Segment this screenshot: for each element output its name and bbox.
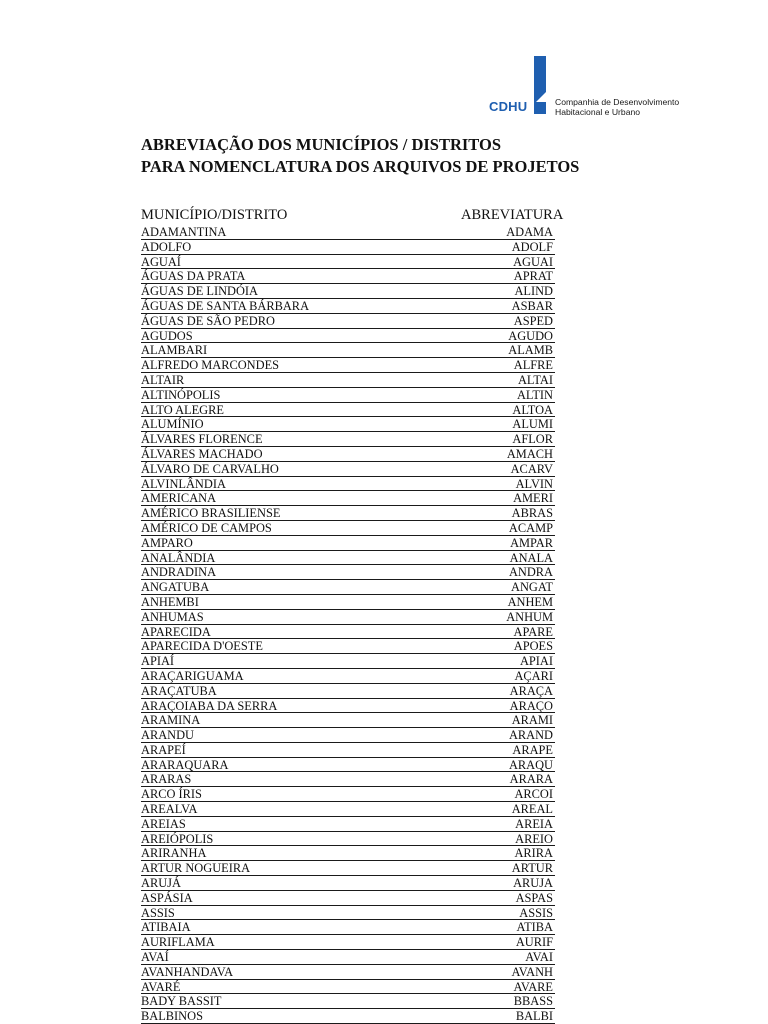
municipio-abbreviation: ALTOA [512,402,553,417]
table-row [141,669,555,684]
table-row [141,240,555,255]
column-header-municipio: MUNICÍPIO/DISTRITO [141,207,288,223]
municipio-abbreviation: BALBI [515,1009,553,1024]
municipio-name: ALUMÍNIO [141,417,204,432]
table-row [141,447,555,462]
municipio-abbreviation: ALFRE [513,358,553,373]
municipio-abbreviation: ASPED [513,313,553,328]
table-row [141,758,555,773]
municipio-name: ÁLVARES FLORENCE [141,432,263,447]
document-title [141,134,579,178]
municipio-abbreviation: ARAMI [511,713,553,728]
table-row [141,832,555,847]
table-row [141,284,555,299]
municipio-abbreviation: APIAI [519,654,553,669]
municipio-name: ARANDU [141,728,195,743]
municipio-abbreviation: AGUAI [513,254,553,269]
municipio-abbreviation: APRAT [513,269,553,284]
table-row [141,625,555,640]
municipio-abbreviation: APOES [513,639,553,654]
municipio-name: ANGATUBA [141,580,210,595]
municipio-name: ASSIS [141,905,175,920]
municipio-abbreviation: AURIF [515,935,553,950]
municipio-abbreviation: ASBAR [511,298,553,313]
municipio-name: ÁLVARES MACHADO [141,446,263,461]
municipio-abbreviation: ARARA [509,772,553,787]
municipio-abbreviation: ABRAS [511,506,553,521]
municipio-abbreviation: AVAI [525,950,553,965]
municipio-name: ALTAIR [141,372,185,387]
municipio-abbreviation: ALTAI [517,372,553,387]
municipio-name: ARAMINA [141,713,201,728]
municipio-abbreviation: ANHUM [506,609,553,624]
table-row [141,920,555,935]
municipio-name: ARUJÁ [141,876,181,891]
table-row [141,654,555,669]
municipio-abbreviation: ARAND [508,728,553,743]
table-row [141,388,555,403]
municipio-abbreviation: AVARE [513,979,553,994]
municipio-name: ARARAS [141,772,192,787]
municipio-abbreviation: ANGAT [511,580,553,595]
logo-company-line2: Habitacional e Urbano [555,107,641,117]
municipio-name: AVAÍ [141,950,169,965]
municipio-name: AREIAS [141,816,186,831]
municipio-name: ATIBAIA [141,920,191,935]
table-row [141,846,555,861]
table-row [141,891,555,906]
municipio-abbreviation: BBASS [513,994,553,1009]
table-row [141,713,555,728]
municipio-abbreviation: ANALA [509,550,553,565]
municipio-abbreviation: AÇARI [514,668,553,683]
municipio-name: AREIÓPOLIS [141,831,214,846]
municipio-abbreviation: ANHEM [507,594,553,609]
table-row [141,299,555,314]
municipio-name: ANHUMAS [141,609,204,624]
table-row [141,610,555,625]
table-row [141,536,555,551]
municipio-abbreviation: AFLOR [512,432,553,447]
table-row [141,565,555,580]
municipio-abbreviation: ASSIS [519,905,553,920]
municipio-abbreviation: ALTIN [516,387,553,402]
municipio-name: AMERICANA [141,491,217,506]
municipio-abbreviation: AMACH [506,446,553,461]
municipio-name: ADAMANTINA [141,225,227,239]
municipio-name: ANALÂNDIA [141,550,216,565]
municipio-abbreviation: ALIND [514,284,553,299]
municipio-name: ALVINLÂNDIA [141,476,226,491]
municipio-name: AGUAÍ [141,254,181,269]
municipio-abbreviation: ARAQU [508,757,553,772]
municipio-abbreviation: ACAMP [508,520,553,535]
municipio-name: APIAÍ [141,654,175,669]
table-row [141,876,555,891]
municipio-abbreviation: ARAÇA [509,683,553,698]
municipio-name: ÁGUAS DE SÃO PEDRO [141,313,275,328]
municipio-name: ARTUR NOGUEIRA [141,861,251,876]
municipio-abbreviation: ASPAS [515,890,553,905]
table-row [141,772,555,787]
table-row [141,269,555,284]
municipio-abbreviation: AREIO [515,831,553,846]
municipio-abbreviation: ATIBA [516,920,553,935]
table-row [141,506,555,521]
municipio-abbreviation: ARTUR [511,861,553,876]
table-row [141,861,555,876]
municipio-name: ARIRANHA [141,846,207,861]
municipio-abbreviation: ALAMB [508,343,553,358]
municipio-name: AMÉRICO DE CAMPOS [141,520,272,535]
municipio-name: ARAÇATUBA [141,683,217,698]
table-row [141,980,555,995]
municipio-name: ANHEMBI [141,594,199,609]
municipio-abbreviation: AMERI [513,491,553,506]
logo-company-line1: Companhia de Desenvolvimento [555,97,680,107]
table-row [141,595,555,610]
municipio-abbreviation: ADOLF [511,239,553,254]
municipio-abbreviation: AMPAR [510,535,553,550]
municipio-abbreviation: ADAMA [506,225,553,239]
table-row [141,699,555,714]
municipio-name: AGUDOS [141,328,193,343]
table-row [141,1009,555,1024]
table-row [141,521,555,536]
municipio-abbreviation: ACARV [510,461,553,476]
table-row [141,906,555,921]
table-row [141,743,555,758]
municipio-name: ALTINÓPOLIS [141,387,221,402]
table-row [141,684,555,699]
municipio-abbreviation: ARCOI [514,787,553,802]
column-header-abreviatura: ABREVIATURA [461,207,564,223]
table-row [141,728,555,743]
municipio-name: AVANHANDAVA [141,964,234,979]
table-row [141,802,555,817]
municipio-abbreviation: APARE [513,624,553,639]
table-row [141,432,555,447]
table-row [141,255,555,270]
municipio-name: BALBINOS [141,1009,203,1024]
table-row [141,403,555,418]
municipio-name: AURIFLAMA [141,935,215,950]
municipio-name: ÁGUAS DE LINDÓIA [141,284,259,299]
municipio-name: ASPÁSIA [141,890,193,905]
municipio-name: AMÉRICO BRASILIENSE [141,506,281,521]
table-row [141,477,555,492]
municipio-abbreviation: AVANH [511,964,553,979]
municipio-abbreviation: ARUJA [513,876,553,891]
municipio-name: ÁGUAS DA PRATA [141,269,246,284]
table-row [141,994,555,1009]
table-row [141,314,555,329]
municipio-name: ALFREDO MARCONDES [141,358,280,373]
table-row [141,491,555,506]
municipio-name: ANDRADINA [141,565,217,580]
table-row [141,580,555,595]
logo-abbreviation: CDHU [489,99,528,114]
table-row [141,373,555,388]
municipio-name: ARCO ÍRIS [141,787,202,802]
municipio-name: ADOLFO [141,239,192,254]
municipio-name: ÁLVARO DE CARVALHO [141,461,279,476]
table-row [141,965,555,980]
municipio-abbreviation: AREAL [511,802,553,817]
abbreviation-table [141,225,555,1024]
municipio-name: AVARÉ [141,979,181,994]
table-row [141,358,555,373]
municipio-name: ALTO ALEGRE [141,402,224,417]
table-row [141,639,555,654]
title-line-1: ABREVIAÇÃO DOS MUNICÍPIOS / DISTRITOS [141,135,502,154]
municipio-abbreviation: ARAPE [512,742,553,757]
table-row [141,551,555,566]
municipio-name: ARARAQUARA [141,757,229,772]
municipio-abbreviation: ARIRA [514,846,553,861]
municipio-name: APARECIDA [141,624,211,639]
municipio-name: ÁGUAS DE SANTA BÁRBARA [141,298,310,313]
table-row [141,343,555,358]
table-row [141,787,555,802]
table-row [141,329,555,344]
municipio-abbreviation: ALUMI [512,417,553,432]
municipio-name: ARAÇARIGUAMA [141,668,244,683]
table-row [141,817,555,832]
municipio-abbreviation: ANDRA [508,565,553,580]
municipio-name: ALAMBARI [141,343,208,358]
municipio-abbreviation: ALVIN [515,476,553,491]
title-line-2: PARA NOMENCLATURA DOS ARQUIVOS DE PROJETOS [141,157,580,176]
table-row [141,225,555,240]
municipio-abbreviation: AGUDO [508,328,553,343]
municipio-abbreviation: AREIA [515,816,553,831]
municipio-name: ARAÇOIABA DA SERRA [141,698,278,713]
table-row [141,462,555,477]
cdhu-logo [487,52,679,118]
table-row [141,950,555,965]
municipio-abbreviation: ARAÇO [509,698,553,713]
municipio-name: APARECIDA D'OESTE [141,639,263,654]
municipio-name: AMPARO [141,535,193,550]
municipio-name: BADY BASSIT [141,994,222,1009]
table-row [141,935,555,950]
table-row [141,417,555,432]
municipio-name: AREALVA [141,802,198,817]
municipio-name: ARAPEÍ [141,742,186,757]
